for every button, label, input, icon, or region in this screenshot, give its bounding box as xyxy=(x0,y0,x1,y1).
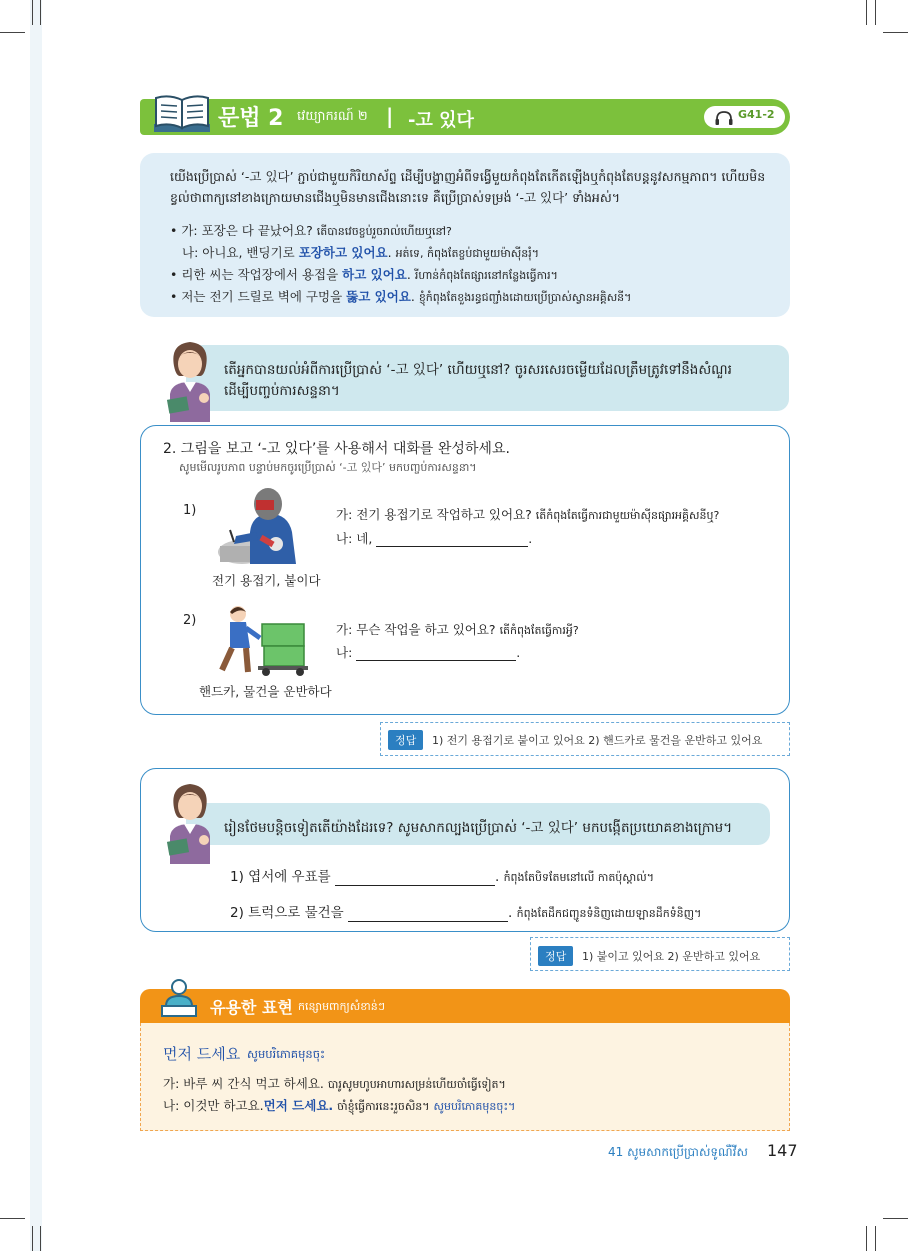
banner-text: រៀនថែមបន្តិចទៀតតើយ៉ាងដែរទេ? សូមសាកល្បងប្រើប្រាស់ ‘-고 있다’ មកបង្កើតប្រយោគខាងក្រោម។ xyxy=(224,820,733,836)
teacher-avatar xyxy=(160,336,220,422)
crop-mark xyxy=(32,0,33,25)
example-sentence: • 저는 전기 드릴로 벽에 구멍을 뚫고 있어요. ខ្ញុំកំពុងតែខួងរន្ធជញ្ជាំងដោយប្រើប្រាស់ស្វានអគ្គិសនី។ xyxy=(170,289,632,304)
answer-blank[interactable] xyxy=(335,869,495,886)
instruction-banner xyxy=(186,803,770,845)
crop-mark xyxy=(40,1226,41,1251)
item-number: 2) xyxy=(183,613,197,628)
answer-key-tag: 정답 xyxy=(388,730,423,750)
crop-mark xyxy=(866,0,867,25)
dialogue-line: 나: 네, . xyxy=(336,531,533,546)
banner-text: តើអ្នកបានយល់អំពីការប្រើប្រាស់ ‘-고 있다’ ហើយឬនៅ? ចូរសរសេរចម្លើយដែលត្រឹមត្រូវទៅនឹងសំណួរ xyxy=(224,362,732,378)
answer-blank[interactable] xyxy=(348,905,508,922)
crop-mark xyxy=(875,0,876,25)
explanation-text: យើងប្រើប្រាស់ ‘-고 있다’ ភ្ជាប់ជាមួយកិរិយាស័ព្ទ ដើម្បីបង្ហាញអំពីទង្វើមួយកំពុងតែកើតឡើងឬកំពុងតែបន្តនូវសកម្មភាព។ ហើយមិន xyxy=(170,169,766,184)
picture-caption: 전기 용접기, 붙이다 xyxy=(212,573,321,588)
dialogue-line: 가: 전기 용접기로 작업하고 있어요? តើកំពុងតែធ្វើការជាមួយម៉ាស៊ីនផ្សារអគ្គិសនីឬ? xyxy=(336,507,720,522)
dialogue-line: 나: . xyxy=(336,645,521,660)
dialogue-line: 나: 이것만 하고요.먼저 드세요. ចាំខ្ញុំធ្វើការនេះរួចសិន។ សូមបរិភោគមុនចុះ។ xyxy=(163,1098,516,1113)
answer-blank[interactable] xyxy=(376,531,528,547)
open-book-icon xyxy=(152,94,212,134)
answer-blank[interactable] xyxy=(356,645,516,661)
grammar-explanation-box xyxy=(140,153,790,317)
instruction-banner xyxy=(186,345,789,411)
crop-mark xyxy=(875,1226,876,1251)
headphones-icon[interactable] xyxy=(714,110,734,126)
crop-mark xyxy=(32,1226,33,1251)
practice-sentence: 1) 엽서에 우표를 . កំពុងតែបិទតែមនៅលើ កាតប៉ុស្តាល់។ xyxy=(230,869,654,885)
explanation-text: ខ្វល់ថាពាក្យនៅខាងក្រោយមានជើងឬមិនមានជើងនោះទេ គឺប្រើប្រាស់ទម្រង់ ‘-고 있다’ ទាំងអស់។ xyxy=(170,190,621,205)
useful-expression-title: 유용한 표현 xyxy=(210,998,293,1017)
hand-cart-worker-illustration xyxy=(218,604,312,676)
practice-sentence: 2) 트럭으로 물건을 . កំពុងតែដឹកជញ្ជូនទំនិញដោយឡានដឹកទំនិញ។ xyxy=(230,905,702,921)
lesson-footer: 41 សូមសាកប្រើប្រាស់ទូណឺវីស xyxy=(608,1145,748,1159)
crop-mark xyxy=(0,1218,25,1219)
grammar-title: 문법 2 xyxy=(218,106,284,131)
grammar-separator: | xyxy=(386,104,394,128)
exercise-question: 2. 그림을 보고 ‘-고 있다’를 사용해서 대화를 완성하세요. xyxy=(163,441,510,457)
dialogue-line: 가: 무슨 작업을 하고 있어요? តើកំពុងតែធ្វើការអ្វី? xyxy=(336,622,579,637)
key-phrase-translation: សូមបរិភោគមុនចុះ xyxy=(247,1047,326,1061)
teacher-avatar xyxy=(160,778,220,864)
dialogue-line: 가: 바루 씨 간식 먹고 하세요. បារូសូមហូបអាហារសម្រន់ហើយចាំធ្វើទៀត។ xyxy=(163,1076,506,1091)
picture-caption: 핸드카, 물건을 운반하다 xyxy=(199,684,332,699)
key-phrase: 먼저 드세요 xyxy=(163,1045,241,1063)
audio-track-label[interactable]: G41-2 xyxy=(704,106,785,128)
answer-key-text: 1) 붙이고 있어요 2) 운반하고 있어요 xyxy=(582,950,761,963)
item-number: 1) xyxy=(183,503,197,518)
grammar-form: -고 있다 xyxy=(408,110,474,131)
page-edge-strip xyxy=(30,0,42,1251)
person-at-desk-icon xyxy=(160,978,198,1020)
answer-key-text: 1) 전기 용접기로 붙이고 있어요 2) 핸드카로 물건을 운반하고 있어요 xyxy=(432,734,763,747)
banner-text: ដើម្បីបញ្ចប់ការសន្ទនា។ xyxy=(224,383,340,399)
crop-mark xyxy=(866,1226,867,1251)
example-sentence: • 가: 포장은 다 끝났어요? តើបានវេចខ្ចប់រួចរាល់ហើយឬនៅ? xyxy=(170,223,452,238)
crop-mark xyxy=(40,0,41,25)
welder-illustration xyxy=(216,486,302,566)
useful-expression-subtitle: កន្សោមពាក្យសំខាន់ៗ xyxy=(298,1000,385,1013)
grammar-subtitle: វេយ្យាករណ៍ ២ xyxy=(297,109,368,124)
answer-key-tag: 정답 xyxy=(538,946,573,966)
page-number: 147 xyxy=(767,1141,798,1160)
crop-mark xyxy=(0,32,25,33)
example-sentence: • 리한 씨는 작업장에서 용접을 하고 있어요. រីហាន់កំពុងតែផ្សារនៅកន្លែងធ្វើការ។ xyxy=(170,267,558,282)
example-sentence: 나: 아니요, 밴딩기로 포장하고 있어요. អត់ទេ, កំពុងតែខ្ចប់ជាមួយម៉ាស៊ីនរុំ។ xyxy=(182,245,539,260)
crop-mark xyxy=(883,32,908,33)
exercise-question-translation: សូមមើលរូបភាព បន្ទាប់មកចូរប្រើប្រាស់ ‘-고 있다’ មកបញ្ចប់ការសន្ទនា។ xyxy=(179,461,477,474)
crop-mark xyxy=(883,1218,908,1219)
